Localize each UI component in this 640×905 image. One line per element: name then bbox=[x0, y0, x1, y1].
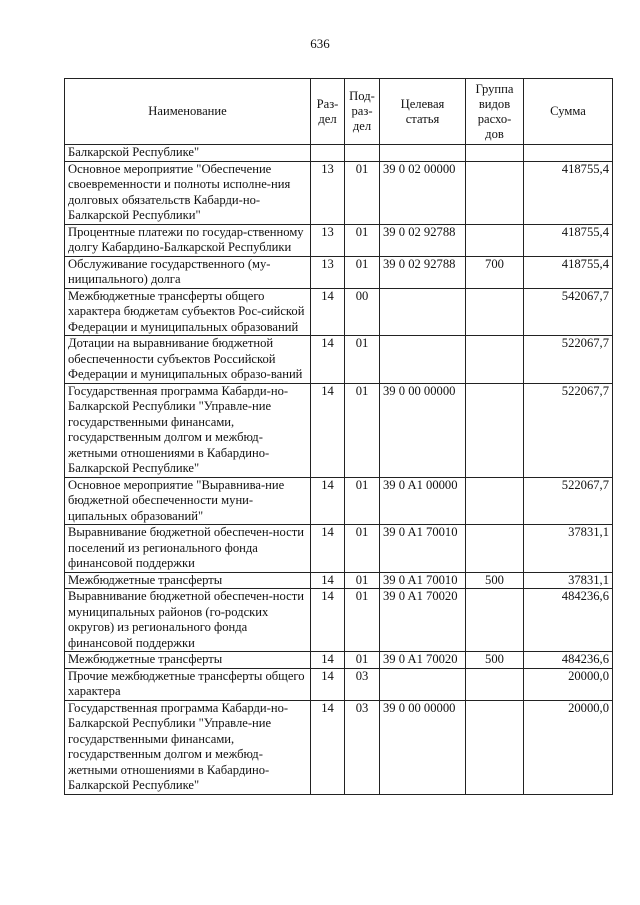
cell-razdel: 14 bbox=[311, 589, 345, 652]
cell-razdel: 14 bbox=[311, 477, 345, 525]
cell-name: Балкарской Республике" bbox=[65, 145, 311, 162]
cell-summa: 418755,4 bbox=[524, 161, 613, 224]
cell-celevaya-statya: 39 0 00 00000 bbox=[380, 700, 466, 794]
cell-gruppa: 500 bbox=[466, 652, 524, 669]
cell-name: Государственная программа Кабарди-но-Балкарской Республики "Управле-ние государственными финансами, государственным долгом и межбюд-жетными отношениями в Кабардино-Балкарской Республике" bbox=[65, 383, 311, 477]
cell-summa: 418755,4 bbox=[524, 256, 613, 288]
cell-name: Выравнивание бюджетной обеспечен-ности поселений из регионального фонда финансовой поддержки bbox=[65, 525, 311, 573]
cell-gruppa bbox=[466, 525, 524, 573]
table-row bbox=[65, 589, 613, 652]
cell-summa: 522067,7 bbox=[524, 477, 613, 525]
cell-summa: 484236,6 bbox=[524, 652, 613, 669]
cell-razdel: 14 bbox=[311, 525, 345, 573]
header-celevaya-statya: Целевая статья bbox=[380, 79, 466, 145]
cell-celevaya-statya: 39 0 02 92788 bbox=[380, 224, 466, 256]
cell-celevaya-statya bbox=[380, 288, 466, 336]
cell-razdel bbox=[311, 145, 345, 162]
cell-name: Межбюджетные трансферты общего характера бюджетам субъектов Рос-сийской Федерации и муниципальных образований bbox=[65, 288, 311, 336]
cell-name: Обслуживание государственного (му-ниципального) долга bbox=[65, 256, 311, 288]
cell-summa: 522067,7 bbox=[524, 383, 613, 477]
cell-summa: 20000,0 bbox=[524, 700, 613, 794]
cell-gruppa bbox=[466, 589, 524, 652]
table-header-row bbox=[65, 79, 613, 145]
cell-podrazdel: 00 bbox=[345, 288, 380, 336]
table-row bbox=[65, 652, 613, 669]
cell-podrazdel: 01 bbox=[345, 383, 380, 477]
cell-summa: 522067,7 bbox=[524, 336, 613, 384]
page-number: 636 bbox=[310, 36, 330, 51]
cell-podrazdel: 03 bbox=[345, 668, 380, 700]
cell-podrazdel: 01 bbox=[345, 256, 380, 288]
cell-summa: 542067,7 bbox=[524, 288, 613, 336]
cell-podrazdel bbox=[345, 145, 380, 162]
cell-name: Дотации на выравнивание бюджетной обеспеченности субъектов Российской Федерации и муниципальных образо-ваний bbox=[65, 336, 311, 384]
cell-razdel: 14 bbox=[311, 652, 345, 669]
cell-razdel: 14 bbox=[311, 700, 345, 794]
cell-gruppa bbox=[466, 700, 524, 794]
cell-podrazdel: 01 bbox=[345, 336, 380, 384]
cell-name: Межбюджетные трансферты bbox=[65, 652, 311, 669]
cell-gruppa bbox=[466, 383, 524, 477]
cell-gruppa bbox=[466, 668, 524, 700]
table-row bbox=[65, 525, 613, 573]
table-row bbox=[65, 256, 613, 288]
cell-gruppa: 700 bbox=[466, 256, 524, 288]
cell-podrazdel: 01 bbox=[345, 525, 380, 573]
table-row bbox=[65, 477, 613, 525]
cell-name: Государственная программа Кабарди-но-Балкарской Республики "Управле-ние государственными финансами, государственным долгом и межбюд-жетными отношениями в Кабардино-Балкарской Республике" bbox=[65, 700, 311, 794]
cell-celevaya-statya bbox=[380, 336, 466, 384]
cell-podrazdel: 01 bbox=[345, 652, 380, 669]
cell-razdel: 14 bbox=[311, 288, 345, 336]
cell-podrazdel: 01 bbox=[345, 589, 380, 652]
cell-podrazdel: 01 bbox=[345, 224, 380, 256]
cell-summa: 418755,4 bbox=[524, 224, 613, 256]
cell-celevaya-statya: 39 0 02 92788 bbox=[380, 256, 466, 288]
cell-celevaya-statya: 39 0 A1 70010 bbox=[380, 525, 466, 573]
table-row bbox=[65, 145, 613, 162]
cell-name: Основное мероприятие "Обеспечение своевременности и полноты исполне-ния долговых обязательств Кабарди-но-Балкарской Республики" bbox=[65, 161, 311, 224]
cell-podrazdel: 01 bbox=[345, 477, 380, 525]
cell-celevaya-statya: 39 0 02 00000 bbox=[380, 161, 466, 224]
cell-razdel: 14 bbox=[311, 336, 345, 384]
table-row bbox=[65, 288, 613, 336]
cell-razdel: 13 bbox=[311, 224, 345, 256]
cell-razdel: 14 bbox=[311, 668, 345, 700]
header-summa: Сумма bbox=[524, 79, 613, 145]
table-row bbox=[65, 572, 613, 589]
table-row bbox=[65, 336, 613, 384]
cell-name: Выравнивание бюджетной обеспечен-ности муниципальных районов (го-родских округов) из регионального фонда финансовой поддержки bbox=[65, 589, 311, 652]
cell-podrazdel: 01 bbox=[345, 572, 380, 589]
cell-celevaya-statya: 39 0 A1 70020 bbox=[380, 652, 466, 669]
cell-summa: 484236,6 bbox=[524, 589, 613, 652]
table-row bbox=[65, 383, 613, 477]
cell-celevaya-statya: 39 0 A1 00000 bbox=[380, 477, 466, 525]
cell-celevaya-statya bbox=[380, 145, 466, 162]
table-body bbox=[65, 145, 613, 795]
cell-summa: 20000,0 bbox=[524, 668, 613, 700]
table-row bbox=[65, 700, 613, 794]
table-row bbox=[65, 224, 613, 256]
cell-razdel: 14 bbox=[311, 383, 345, 477]
cell-gruppa bbox=[466, 477, 524, 525]
cell-summa: 37831,1 bbox=[524, 572, 613, 589]
table-row bbox=[65, 161, 613, 224]
header-name: Наименование bbox=[65, 79, 311, 145]
cell-celevaya-statya: 39 0 A1 70020 bbox=[380, 589, 466, 652]
cell-celevaya-statya: 39 0 A1 70010 bbox=[380, 572, 466, 589]
cell-gruppa bbox=[466, 145, 524, 162]
table-row bbox=[65, 668, 613, 700]
cell-celevaya-statya bbox=[380, 668, 466, 700]
cell-razdel: 13 bbox=[311, 161, 345, 224]
header-podrazdel: Под- раз- дел bbox=[345, 79, 380, 145]
header-gruppa-vidov-rashodov: Группа видов расхо- дов bbox=[466, 79, 524, 145]
cell-razdel: 14 bbox=[311, 572, 345, 589]
cell-name: Прочие межбюджетные трансферты общего характера bbox=[65, 668, 311, 700]
cell-celevaya-statya: 39 0 00 00000 bbox=[380, 383, 466, 477]
cell-gruppa: 500 bbox=[466, 572, 524, 589]
cell-summa bbox=[524, 145, 613, 162]
cell-razdel: 13 bbox=[311, 256, 345, 288]
cell-podrazdel: 03 bbox=[345, 700, 380, 794]
header-razdel: Раз- дел bbox=[311, 79, 345, 145]
cell-podrazdel: 01 bbox=[345, 161, 380, 224]
cell-gruppa bbox=[466, 224, 524, 256]
cell-gruppa bbox=[466, 161, 524, 224]
budget-table bbox=[64, 78, 613, 795]
cell-name: Основное мероприятие "Выравнива-ние бюджетной обеспеченности муни-ципальных образований" bbox=[65, 477, 311, 525]
cell-name: Межбюджетные трансферты bbox=[65, 572, 311, 589]
cell-gruppa bbox=[466, 288, 524, 336]
cell-name: Процентные платежи по государ-ственному долгу Кабардино-Балкарской Республики bbox=[65, 224, 311, 256]
cell-summa: 37831,1 bbox=[524, 525, 613, 573]
cell-gruppa bbox=[466, 336, 524, 384]
